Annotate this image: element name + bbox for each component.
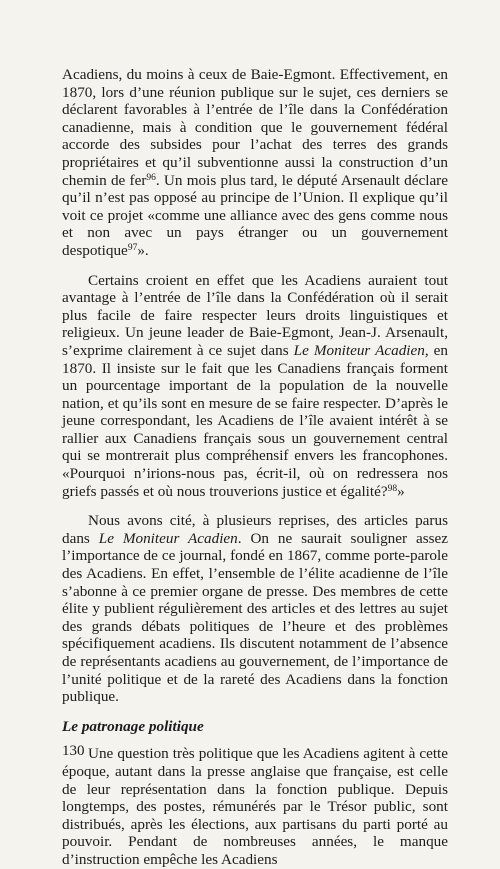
- page-number: 130: [62, 743, 85, 759]
- footnote-reference: 98: [387, 483, 398, 494]
- section-heading: Le patronage politique: [62, 717, 204, 735]
- text-run: ».: [137, 241, 149, 259]
- text-run: . On ne saurait souligner assez l’importance de ce journal, fondé en 1867, comme porte-parole des Acadiens. En effet, l’ensemble de l’élite acadienne de l’île s’abonne à ce premier organe de presse. Des membres de cette élite y publient régulièrement des articles et des lettres au sujet des grands débats politiques de l’heure et des problèmes spécifiquement acadiens. Ils discutent notamment de l’absence de représentants acadiens au gouvernement, de l’importance de l’unité politique et de la rareté des Acadiens dans la fonction publique.: [62, 529, 448, 706]
- newspaper-title: Le Moniteur Acadien: [293, 341, 425, 359]
- paragraph-4: [62, 745, 448, 868]
- text-run: »: [397, 482, 405, 500]
- text-run: , en 1870. Il insiste sur le fait que les Canadiens français forment un pourcentage important de la population de la nouvelle nation, et qu’ils sont en mesure de se faire respecter. D’après le jeune correspondant, les Acadiens de l’île avaient intérêt à se rallier aux Canadiens français sous un gouvernement central qui se montrerait plus compréhensif envers les francophones. «Pourquoi n’irions-nous pas, écrit-il, où on redressera nos griefs passés et où nous trouverions justice et égalité?: [62, 341, 448, 500]
- text-run: Nous avons cité, à plusieurs reprises, des articles parus dans: [62, 512, 448, 547]
- body-text: [62, 66, 448, 869]
- footnote-reference: 97: [127, 242, 138, 253]
- paragraph-3: [62, 512, 448, 706]
- text-run: Certains croient en effet que les Acadiens auraient tout avantage à l’entrée de l’île dans la Confédération où il serait plus facile de faire respecter leurs droits linguistiques et religieux. Un jeune leader de Baie-Egmont, Jean-J. Arsenault, s’exprime clairement à ce sujet dans: [62, 271, 448, 359]
- paragraph-2: [62, 272, 448, 501]
- paragraph-1: [62, 66, 448, 260]
- text-run: Une question très politique que les Acadiens agitent à cette époque, autant dans la presse anglaise que française, est celle de leur représentation dans la fonction publique. Depuis longtemps, des postes, rémunérés par le Trésor public, sont distribués, après les élections, aux partisans du parti porté au pouvoir. Pendant de nombreuses années, le manque d’instruction empêche les Acadiens: [62, 745, 448, 868]
- footnote-reference: 96: [146, 172, 156, 183]
- newspaper-title: Le Moniteur Acadien: [98, 529, 238, 547]
- text-run: Acadiens, du moins à ceux de Baie-Egmont. Effectivement, en 1870, lors d’une réunion publique sur le sujet, ces derniers se déclarent favorables à l’entrée de l’île dans la Confédération canadienne, mais à condition que le gouvernement fédéral accorde des subsides pour l’achat des terres des grands propriétaires et qu’il subventionne aussi la construction d’un chemin de fer: [62, 66, 448, 189]
- text-run: . Un mois plus tard, le député Arsenault déclare qu’il n’est pas opposé au principe de l’Union. Il explique qu’il voit ce projet «comme une alliance avec des gens comme nous et non avec un pays étranger ou un gouvernement despotique: [62, 171, 448, 259]
